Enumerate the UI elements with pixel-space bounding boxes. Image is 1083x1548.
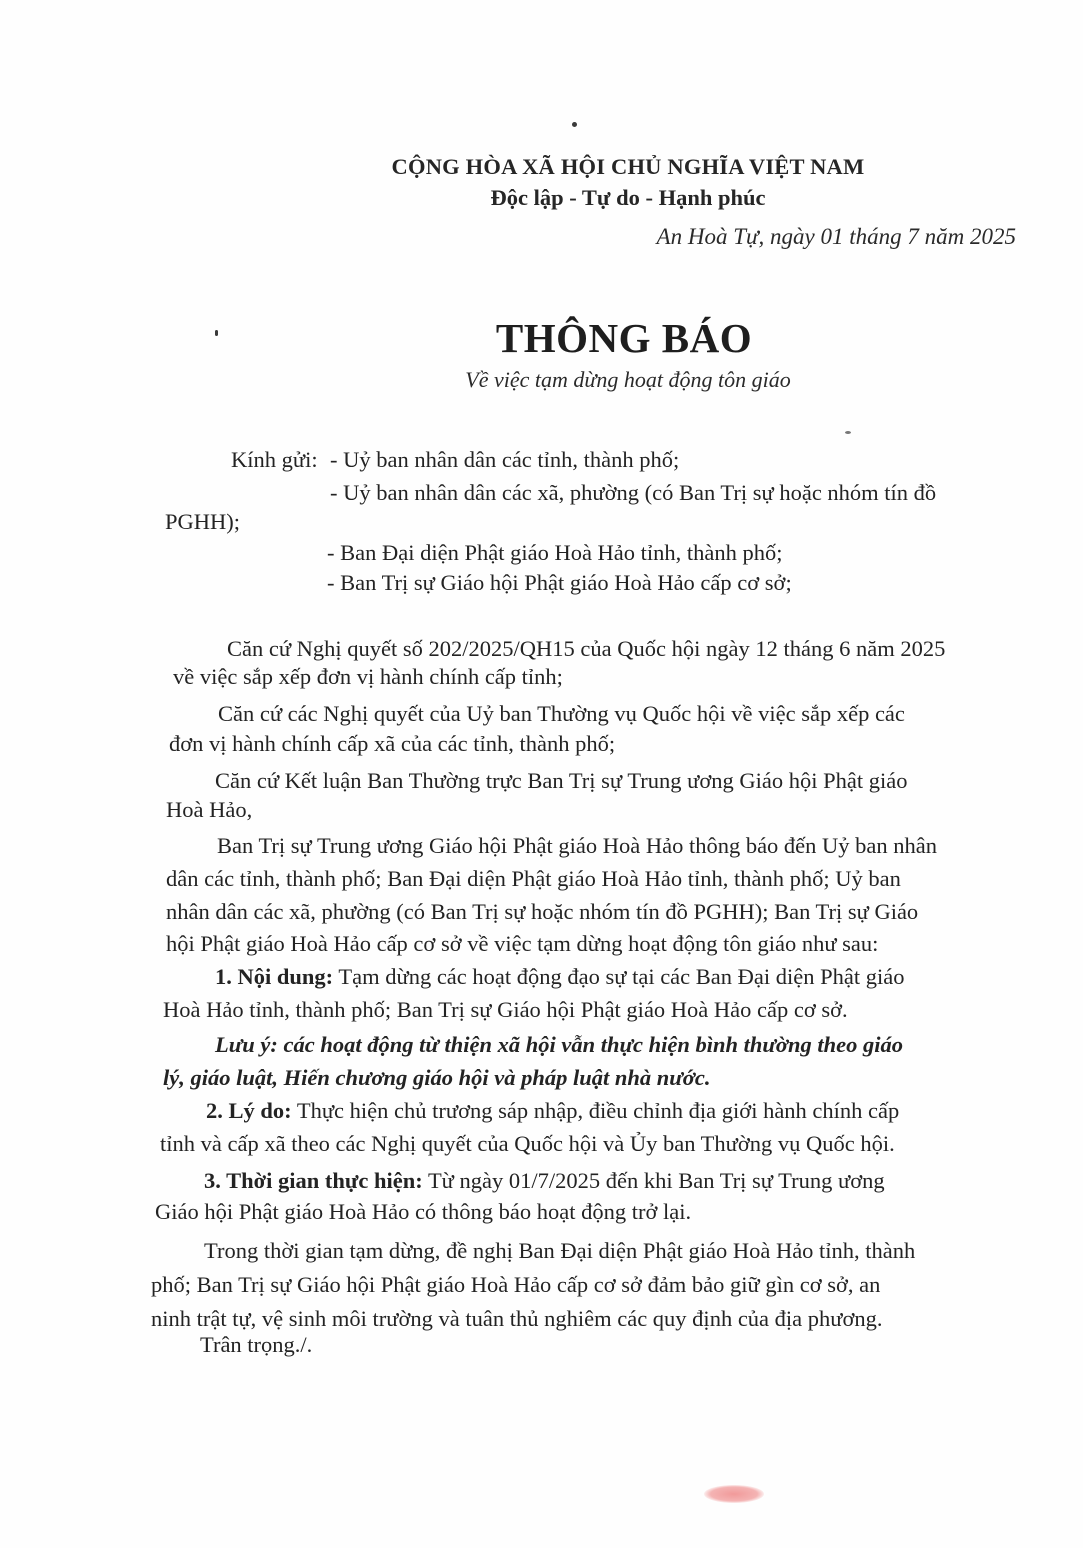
item-2-line (206, 1098, 899, 1124)
closing-paragraph-line: ninh trật tự, vệ sinh môi trường và tuân thủ nghiêm các quy định của địa phương. (151, 1306, 883, 1331)
sign-off: Trân trọng./. (200, 1332, 313, 1357)
item-2-line: tỉnh và cấp xã theo các Nghị quyết của Quốc hội và Ủy ban Thường vụ Quốc hội. (160, 1131, 895, 1156)
note-line: Lưu ý: các hoạt động từ thiện xã hội vẫn thực hiện bình thường theo giáo (215, 1032, 903, 1057)
recipient-line-continued: PGHH); (165, 509, 241, 534)
basis-paragraph-line: Hoà Hảo, (166, 797, 253, 822)
closing-paragraph-line: phố; Ban Trị sự Giáo hội Phật giáo Hoà Hảo cấp cơ sở đảm bảo giữ gìn cơ sở, an (151, 1272, 881, 1297)
item-1-text: Tạm dừng các hoạt động đạo sự tại các Ban Đại diện Phật giáo (338, 964, 905, 989)
item-3-line: Giáo hội Phật giáo Hoà Hảo có thông báo hoạt động trở lại. (155, 1199, 692, 1224)
item-3-text: Từ ngày 01/7/2025 đến khi Ban Trị sự Trung ương (427, 1168, 885, 1193)
item-2-label: 2. Lý do: (206, 1098, 292, 1123)
national-motto: Độc lập - Tự do - Hạnh phúc (490, 185, 766, 210)
recipient-line-text: - Uỷ ban nhân dân các xã, phường (có Ban Trị sự hoặc nhóm tín đồ (330, 480, 937, 505)
stamp-fragment (704, 1485, 764, 1503)
notice-paragraph-line: nhân dân các xã, phường (có Ban Trị sự hoặc nhóm tín đồ PGHH); Ban Trị sự Giáo (166, 899, 919, 924)
item-3-label: 3. Thời gian thực hiện: (204, 1168, 423, 1193)
recipient-line: - Ban Đại diện Phật giáo Hoà Hảo tỉnh, thành phố; (327, 540, 783, 565)
basis-paragraph-line: Căn cứ Nghị quyết số 202/2025/QH15 của Quốc hội ngày 12 tháng 6 năm 2025 (227, 636, 946, 661)
recipient-line (330, 480, 1004, 506)
speck-mark (845, 431, 851, 434)
item-1-line: Hoà Hảo tỉnh, thành phố; Ban Trị sự Giáo hội Phật giáo Hoà Hảo cấp cơ sở. (163, 997, 848, 1022)
recipient-line: - Uỷ ban nhân dân các tỉnh, thành phố; (330, 447, 680, 472)
basis-paragraph-line: đơn vị hành chính cấp xã của các tỉnh, thành phố; (169, 731, 616, 756)
basis-paragraph-line: về việc sắp xếp đơn vị hành chính cấp tỉnh; (173, 664, 563, 689)
recipients-intro: Kính gửi: (231, 447, 318, 472)
document-title: THÔNG BÁO (495, 315, 753, 361)
closing-paragraph-line: Trong thời gian tạm dừng, đề nghị Ban Đại diện Phật giáo Hoà Hảo tỉnh, thành (204, 1238, 916, 1263)
item-1-label: 1. Nội dung: (215, 964, 334, 989)
speck-mark (572, 122, 577, 127)
notice-paragraph-line: dân các tỉnh, thành phố; Ban Đại diện Phật giáo Hoà Hảo tỉnh, thành phố; Uỷ ban (166, 866, 901, 891)
item-3-line (204, 1168, 885, 1194)
item-1-line (215, 964, 904, 990)
document-subtitle: Về việc tạm dừng hoạt động tôn giáo (465, 367, 791, 392)
country-name-header: CỘNG HÒA XÃ HỘI CHỦ NGHĨA VIỆT NAM (391, 154, 865, 179)
notice-paragraph-line: Ban Trị sự Trung ương Giáo hội Phật giáo Hoà Hảo thông báo đến Uỷ ban nhân (217, 833, 938, 858)
place-and-date: An Hoà Tự, ngày 01 tháng 7 năm 2025 (656, 224, 1016, 249)
basis-paragraph-line: Căn cứ Kết luận Ban Thường trực Ban Trị sự Trung ương Giáo hội Phật giáo (215, 768, 908, 793)
item-2-text: Thực hiện chủ trương sáp nhập, điều chỉnh địa giới hành chính cấp (296, 1098, 900, 1123)
recipient-line: - Ban Trị sự Giáo hội Phật giáo Hoà Hảo cấp cơ sở; (327, 570, 792, 595)
note-line: lý, giáo luật, Hiến chương giáo hội và pháp luật nhà nước. (163, 1065, 711, 1090)
notice-paragraph-line: hội Phật giáo Hoà Hảo cấp cơ sở về việc tạm dừng hoạt động tôn giáo như sau: (166, 931, 879, 956)
basis-paragraph-line: Căn cứ các Nghị quyết của Uỷ ban Thường vụ Quốc hội về việc sắp xếp các (218, 701, 905, 726)
